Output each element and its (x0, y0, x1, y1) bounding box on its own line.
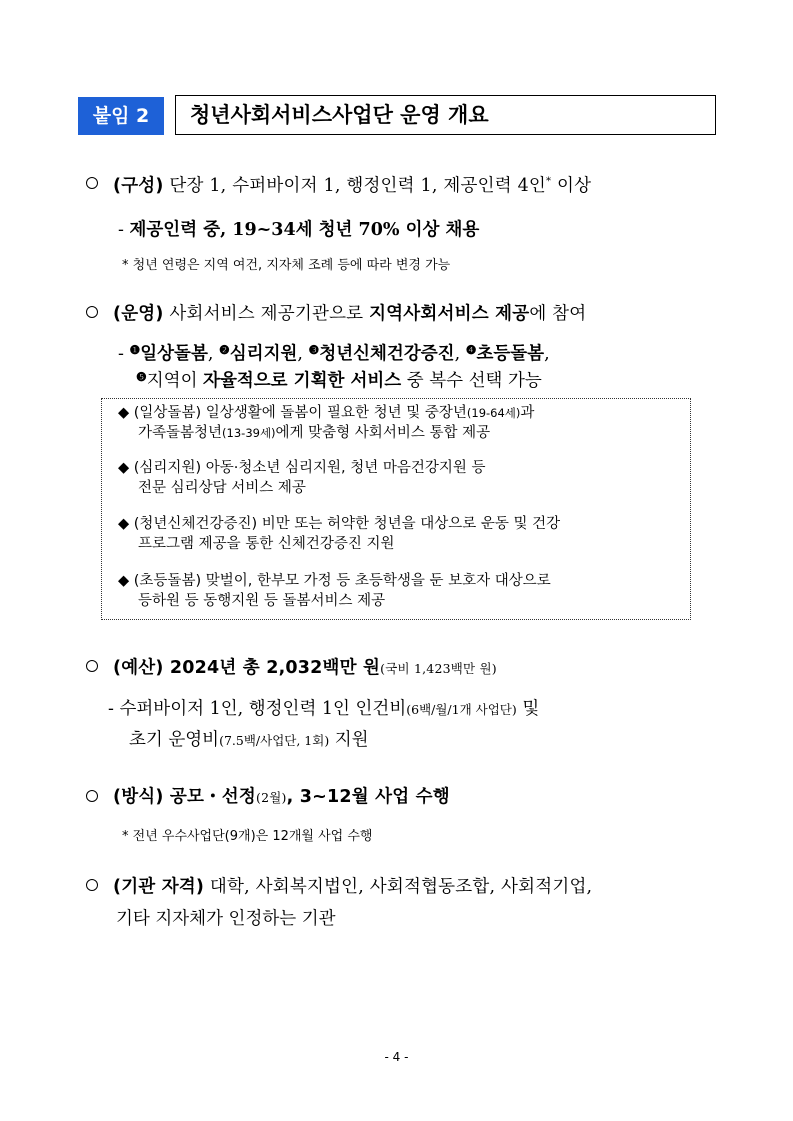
separator: , (544, 344, 550, 364)
section-text: 단장 1, 수퍼바이저 1, 행정인력 1, 제공인력 4인 (163, 176, 547, 196)
detail-item-4 (118, 572, 551, 591)
detail-item-4-line-2: 등하원 등 동행지원 등 돌봄서비스 제공 (138, 593, 386, 609)
separator: , (297, 344, 309, 364)
eligibility-line-2: 기타 지자체가 인정하는 기관 (116, 909, 336, 929)
circle-bullet-icon (86, 177, 98, 189)
detail-text: 가족돌봄청년 (138, 425, 223, 441)
detail-item-2 (118, 459, 486, 478)
service-2: 심리지원 (229, 344, 298, 364)
method-note: * 전년 우수사업단(9개)은 12개월 사업 수행 (122, 829, 373, 844)
number-3: ❸ (308, 343, 320, 357)
budget-paren: (6백/월/1개 사업단) (406, 702, 517, 717)
circle-bullet-icon (86, 660, 98, 672)
service-list-line-1 (118, 340, 550, 365)
circle-bullet-icon (86, 879, 98, 891)
composition-note: * 청년 연령은 지역 여건, 지자체 조례 등에 따라 변경 가능 (122, 258, 451, 273)
section-operation (113, 300, 586, 325)
section-label: (구성) (113, 176, 164, 196)
detail-text: (심리지원) 아동·청소년 심리지원, 청년 마음건강지원 등 (133, 460, 486, 476)
footnote-mark: * (546, 176, 552, 188)
budget-line-1 (108, 695, 539, 720)
service-list-line-2 (136, 367, 542, 392)
section-text-end: 에 참여 (529, 304, 587, 324)
service-3: 청년신체건강증진 (319, 344, 455, 364)
section-label: (기관 자격) (113, 877, 205, 897)
service-5-prefix: 지역이 (146, 371, 204, 391)
section-label: (예산) 2024년 총 2,032백만 원 (113, 658, 381, 678)
page-title: 청년사회서비스사업단 운영 개요 (190, 103, 489, 127)
detail-item-1 (118, 404, 534, 423)
budget-paren: (7.5백/사업단, 1회) (219, 733, 330, 748)
diamond-bullet-icon: ◆ (118, 516, 130, 532)
composition-sub-item (118, 216, 479, 241)
sub-text: 제공인력 중, 19~34세 청년 70% 이상 채용 (129, 220, 480, 240)
section-eligibility (113, 873, 592, 898)
detail-age: (19-64세) (466, 406, 521, 420)
budget-note: (국비 1,423백만 원) (380, 661, 497, 676)
number-2: ❷ (219, 343, 230, 357)
service-4: 초등돌봄 (476, 344, 545, 364)
method-paren: (2월) (256, 790, 287, 805)
detail-item-1-line-2 (138, 424, 490, 443)
section-bold-text: 지역사회서비스 제공 (369, 304, 530, 324)
diamond-bullet-icon: ◆ (118, 573, 130, 589)
budget-text: 지원 (329, 730, 369, 750)
detail-item-3 (118, 515, 560, 534)
section-method (113, 783, 450, 808)
detail-text: (청년신체건강증진) 비만 또는 허약한 청년을 대상으로 운동 및 건강 (133, 516, 561, 532)
budget-text: 및 (516, 699, 540, 719)
method-rest: , 3~12월 사업 수행 (286, 787, 450, 807)
section-label: (방식) 공모・선정 (113, 787, 257, 807)
section-text-end: 이상 (551, 176, 592, 196)
diamond-bullet-icon: ◆ (118, 405, 130, 421)
detail-text: (일상돌봄) 일상생활에 돌봄이 필요한 청년 및 중장년 (133, 405, 467, 421)
separator: , (454, 344, 466, 364)
dash: - (118, 220, 130, 240)
service-5: 자율적으로 기획한 서비스 (203, 371, 402, 391)
attachment-badge: 붙임 2 (78, 97, 164, 135)
section-composition (113, 172, 591, 197)
service-1: 일상돌봄 (140, 344, 208, 364)
number-4: ❹ (465, 343, 477, 357)
budget-text: 초기 운영비 (129, 730, 220, 750)
detail-text: (초등돌봄) 맞벌이, 한부모 가정 등 초등학생을 둔 보호자 대상으로 (133, 573, 551, 589)
detail-item-2-line-2: 전문 심리상담 서비스 제공 (138, 480, 306, 496)
dash: - (118, 344, 130, 364)
section-text: 사회서비스 제공기관으로 (163, 304, 370, 324)
title-box (175, 95, 716, 135)
budget-text: - 수퍼바이저 1인, 행정인력 1인 인건비 (108, 699, 407, 719)
page-number: - 4 - (384, 1050, 409, 1064)
circle-bullet-icon (86, 306, 98, 318)
detail-item-3-line-2: 프로그램 제공을 통한 신체건강증진 지원 (138, 536, 395, 552)
detail-age: (13-39세) (222, 426, 276, 440)
service-5-suffix: 중 복수 선택 가능 (401, 371, 542, 391)
number-1: ❶ (129, 343, 141, 357)
eligibility-text: 대학, 사회복지법인, 사회적협동조합, 사회적기업, (204, 877, 593, 897)
detail-text: 에게 맞춤형 사회서비스 통합 제공 (275, 425, 491, 441)
detail-text: 과 (520, 405, 535, 421)
section-label: (운영) (113, 304, 164, 324)
section-budget (113, 654, 497, 679)
circle-bullet-icon (86, 790, 98, 802)
budget-line-2 (129, 726, 369, 751)
separator: , (207, 344, 220, 364)
number-5: ❺ (136, 370, 147, 384)
diamond-bullet-icon: ◆ (118, 460, 130, 476)
